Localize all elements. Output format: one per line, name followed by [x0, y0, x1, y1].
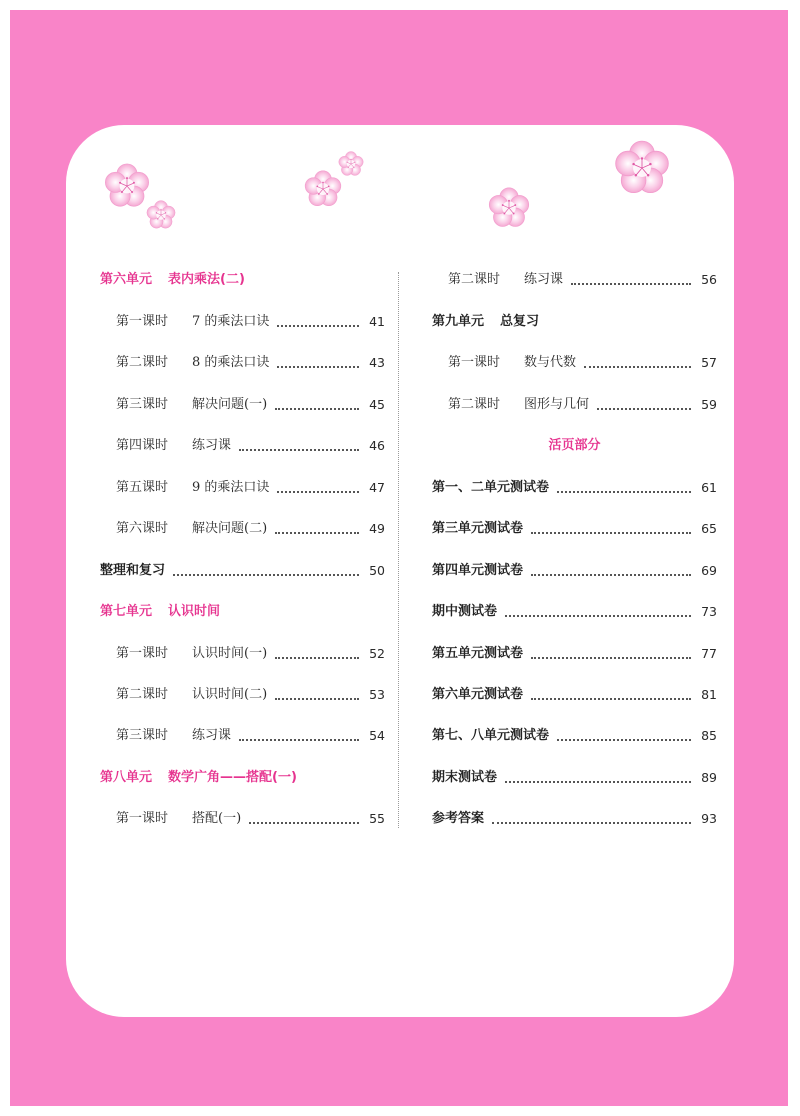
lesson-topic: 练习课 — [524, 272, 564, 287]
toc-entry[interactable] — [100, 476, 385, 500]
page-number: 81 — [701, 687, 717, 702]
unit-number: 第六单元 — [100, 272, 153, 287]
toc-entry[interactable] — [100, 517, 385, 541]
page-number: 45 — [369, 397, 385, 412]
dot-leader — [492, 822, 691, 824]
plum-blossom-icon — [146, 200, 176, 230]
toc-entry[interactable] — [432, 807, 717, 831]
lesson-number: 第五课时 — [116, 480, 169, 495]
page-number: 55 — [369, 811, 385, 826]
test-title: 第三单元测试卷 — [432, 521, 524, 536]
page-number: 65 — [701, 521, 717, 536]
unit-title: 数学广角——搭配(一) — [168, 770, 297, 785]
toc-entry[interactable] — [432, 683, 717, 707]
lesson-number: 第一课时 — [448, 355, 501, 370]
toc-entry[interactable] — [100, 807, 385, 831]
unit-number: 第八单元 — [100, 770, 153, 785]
plum-blossom-icon — [338, 151, 364, 177]
toc-entry[interactable] — [100, 642, 385, 666]
test-title: 期末测试卷 — [432, 770, 498, 785]
toc-entry[interactable] — [100, 559, 385, 583]
lesson-number: 第二课时 — [116, 687, 169, 702]
unit-title: 总复习 — [500, 314, 540, 329]
dot-leader — [277, 325, 359, 327]
toc-entry[interactable] — [432, 517, 717, 541]
page-number: 85 — [701, 728, 717, 743]
toc-entry[interactable] — [100, 310, 385, 334]
dot-leader — [277, 491, 359, 493]
plum-blossom-icon — [304, 170, 342, 208]
page-number: 47 — [369, 480, 385, 495]
dot-leader — [597, 408, 691, 410]
dot-leader — [277, 366, 359, 368]
lesson-topic: 认识时间(二) — [192, 687, 268, 702]
lesson-number: 第二课时 — [448, 397, 501, 412]
plum-blossom-icon — [488, 187, 530, 229]
unit-heading[interactable] — [432, 310, 717, 334]
dot-leader — [239, 739, 359, 741]
dot-leader — [275, 532, 359, 534]
test-title: 第一、二单元测试卷 — [432, 480, 550, 495]
unit-title: 表内乘法(二) — [168, 272, 245, 287]
page-number: 52 — [369, 646, 385, 661]
dot-leader — [531, 698, 691, 700]
dot-leader — [557, 739, 691, 741]
lesson-topic: 认识时间(一) — [192, 646, 268, 661]
page-number: 49 — [369, 521, 385, 536]
dot-leader — [239, 449, 359, 451]
lesson-topic: 9 的乘法口诀 — [192, 480, 270, 495]
dot-leader — [531, 574, 691, 576]
lesson-number: 第六课时 — [116, 521, 169, 536]
toc-entry[interactable] — [432, 559, 717, 583]
toc-entry[interactable] — [432, 393, 717, 417]
page-number: 41 — [369, 314, 385, 329]
lesson-topic: 练习课 — [192, 438, 232, 453]
lesson-topic: 7 的乘法口诀 — [192, 314, 270, 329]
dot-leader — [275, 408, 359, 410]
unit-heading[interactable] — [100, 600, 385, 624]
lesson-topic: 图形与几何 — [524, 397, 590, 412]
unit-heading[interactable] — [100, 766, 385, 790]
lesson-number: 第二课时 — [116, 355, 169, 370]
page-number: 57 — [701, 355, 717, 370]
dot-leader — [249, 822, 359, 824]
toc-entry[interactable] — [432, 766, 717, 790]
toc-entry[interactable] — [432, 724, 717, 748]
test-title: 参考答案 — [432, 811, 485, 826]
lesson-number: 第一课时 — [116, 314, 169, 329]
page-number: 73 — [701, 604, 717, 619]
lesson-topic: 搭配(一) — [192, 811, 242, 826]
test-title: 期中测试卷 — [432, 604, 498, 619]
page-number: 43 — [369, 355, 385, 370]
lesson-number: 第三课时 — [116, 728, 169, 743]
lesson-topic: 8 的乘法口诀 — [192, 355, 270, 370]
toc-entry[interactable] — [100, 683, 385, 707]
page-number: 50 — [369, 563, 385, 578]
page-number: 46 — [369, 438, 385, 453]
dot-leader — [584, 366, 691, 368]
lesson-topic: 解决问题(二) — [192, 521, 268, 536]
toc-entry[interactable] — [432, 351, 717, 375]
lesson-number: 第一课时 — [116, 646, 169, 661]
unit-title: 认识时间 — [168, 604, 221, 619]
dot-leader — [531, 532, 691, 534]
plum-blossom-icon — [614, 140, 670, 196]
unit-number: 第七单元 — [100, 604, 153, 619]
toc-entry[interactable] — [100, 434, 385, 458]
lesson-number: 第一课时 — [116, 811, 169, 826]
plum-blossom-icon — [104, 163, 150, 209]
toc-entry[interactable] — [100, 393, 385, 417]
page-number: 59 — [701, 397, 717, 412]
page-number: 93 — [701, 811, 717, 826]
section-title: 整理和复习 — [100, 563, 166, 578]
test-title: 第七、八单元测试卷 — [432, 728, 550, 743]
loose-leaf-section-title: 活页部分 — [548, 438, 601, 453]
unit-number: 第九单元 — [432, 314, 485, 329]
column-divider — [398, 272, 399, 828]
toc-entry[interactable] — [432, 642, 717, 666]
lesson-number: 第三课时 — [116, 397, 169, 412]
dot-leader — [173, 574, 359, 576]
dot-leader — [571, 283, 691, 285]
test-title: 第四单元测试卷 — [432, 563, 524, 578]
toc-entry[interactable] — [432, 600, 717, 624]
toc-entry[interactable] — [100, 724, 385, 748]
lesson-number: 第四课时 — [116, 438, 169, 453]
toc-entry[interactable] — [100, 351, 385, 375]
page-number: 89 — [701, 770, 717, 785]
lesson-number: 第二课时 — [448, 272, 501, 287]
page-number: 69 — [701, 563, 717, 578]
lesson-topic: 解决问题(一) — [192, 397, 268, 412]
toc-entry[interactable] — [432, 268, 717, 292]
dot-leader — [505, 781, 691, 783]
dot-leader — [557, 491, 691, 493]
dot-leader — [275, 698, 359, 700]
page-number: 56 — [701, 272, 717, 287]
test-title: 第五单元测试卷 — [432, 646, 524, 661]
page-number: 61 — [701, 480, 717, 495]
dot-leader — [531, 657, 691, 659]
lesson-topic: 数与代数 — [524, 355, 577, 370]
unit-heading[interactable] — [100, 268, 385, 292]
page-number: 54 — [369, 728, 385, 743]
dot-leader — [275, 657, 359, 659]
test-title: 第六单元测试卷 — [432, 687, 524, 702]
toc-entry[interactable] — [432, 476, 717, 500]
page-number: 77 — [701, 646, 717, 661]
dot-leader — [505, 615, 691, 617]
lesson-topic: 练习课 — [192, 728, 232, 743]
page-number: 53 — [369, 687, 385, 702]
